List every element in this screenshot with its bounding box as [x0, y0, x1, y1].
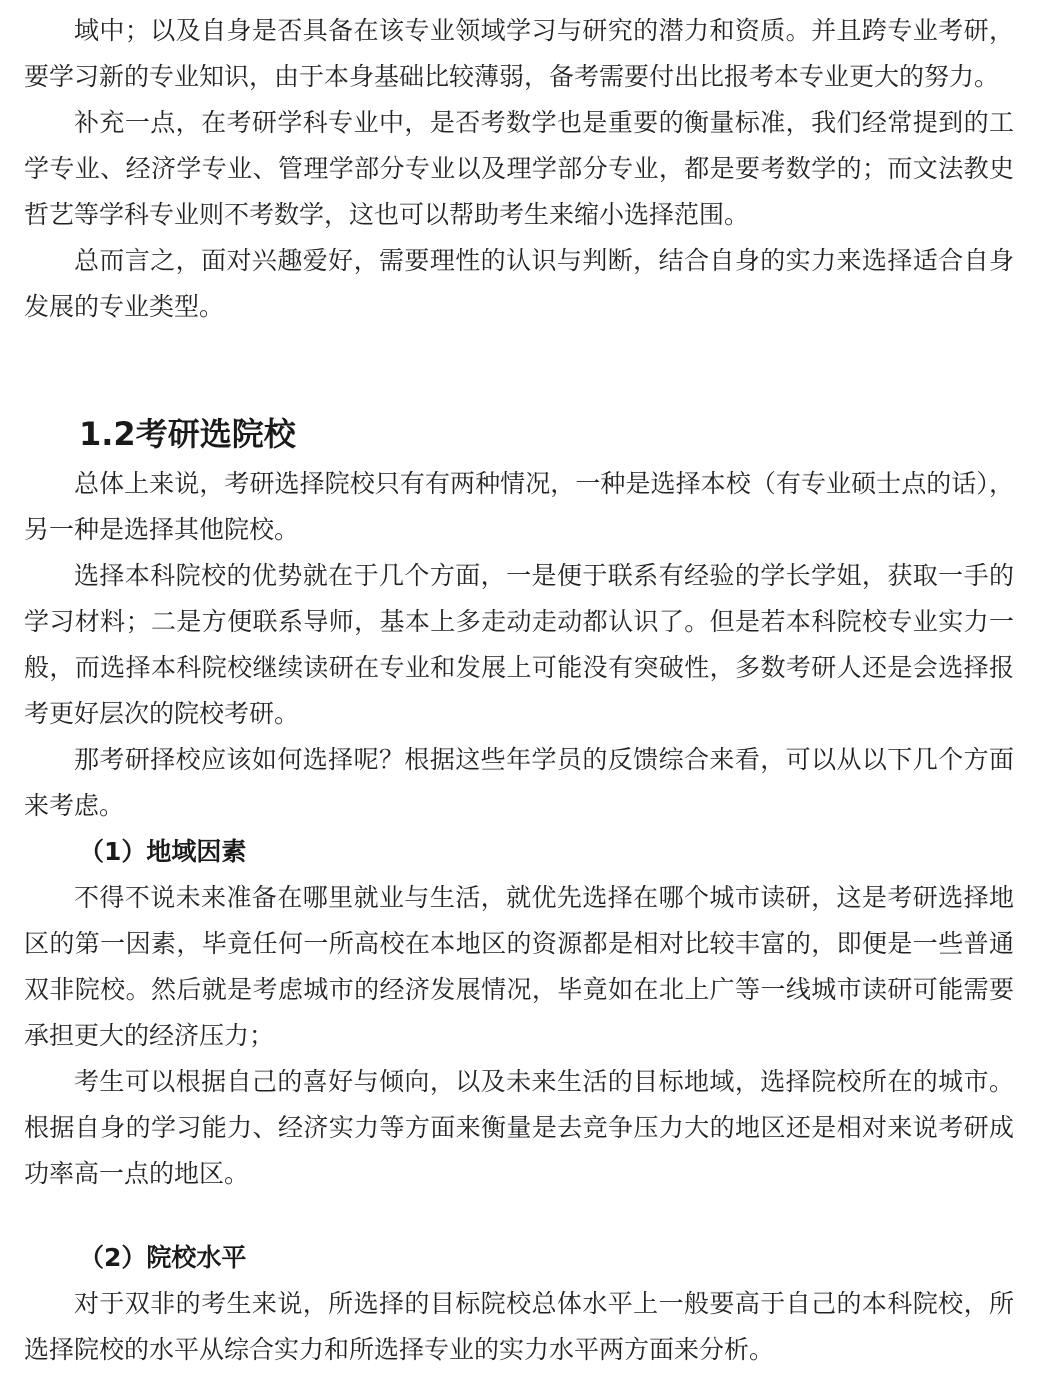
subsection-heading: （1）地域因素 [79, 837, 247, 866]
body-paragraph: 补充一点，在考研学科专业中，是否考数学也是重要的衡量标准，我们经常提到的工学专业、经济学专业、管理学部分专业以及理学部分专业，都是要考数学的；而文法教史哲艺等学科专业则不考数学，这也可以帮助考生来缩小选择范围。 [24, 108, 1014, 229]
body-paragraph: 选择本科院校的优势就在于几个方面，一是便于联系有经验的学长学姐，获取一手的学习材料；二是方便联系导师，基本上多走动走动都认识了。但是若本科院校专业实力一般，而选择本科院校继续读研在专业和发展上可能没有突破性，多数考研人还是会选择报考更好层次的院校考研。 [24, 561, 1014, 728]
body-paragraph: 那考研择校应该如何选择呢？根据这些年学员的反馈综合来看，可以从以下几个方面来考虑。 [24, 745, 1014, 820]
body-paragraph: 总而言之，面对兴趣爱好，需要理性的认识与判断，结合自身的实力来选择适合自身发展的专业类型。 [24, 246, 1014, 321]
section-heading: 1.2考研选院校 [79, 415, 296, 453]
body-paragraph: 对于双非的考生来说，所选择的目标院校总体水平上一般要高于自己的本科院校，所选择院校的水平从综合实力和所选择专业的实力水平两方面来分析。 [24, 1289, 1014, 1364]
body-paragraph: 考生可以根据自己的喜好与倾向，以及未来生活的目标地域，选择院校所在的城市。根据自身的学习能力、经济实力等方面来衡量是去竞争压力大的地区还是相对来说考研成功率高一点的地区。 [24, 1067, 1014, 1188]
subsection-heading: （2）院校水平 [79, 1243, 247, 1272]
body-paragraph: 域中；以及自身是否具备在该专业领域学习与研究的潜力和资质。并且跨专业考研，要学习新的专业知识，由于本身基础比较薄弱，备考需要付出比报考本专业更大的努力。 [24, 16, 1014, 91]
body-paragraph: 总体上来说，考研选择院校只有有两种情况，一种是选择本校（有专业硕士点的话），另一种是选择其他院校。 [24, 469, 1014, 544]
body-paragraph: 不得不说未来准备在哪里就业与生活，就优先选择在哪个城市读研，这是考研选择地区的第一因素，毕竟任何一所高校在本地区的资源都是相对比较丰富的，即便是一些普通双非院校。然后就是考虑城市的经济发展情况，毕竟如在北上广等一线城市读研可能需要承担更大的经济压力； [24, 883, 1014, 1050]
